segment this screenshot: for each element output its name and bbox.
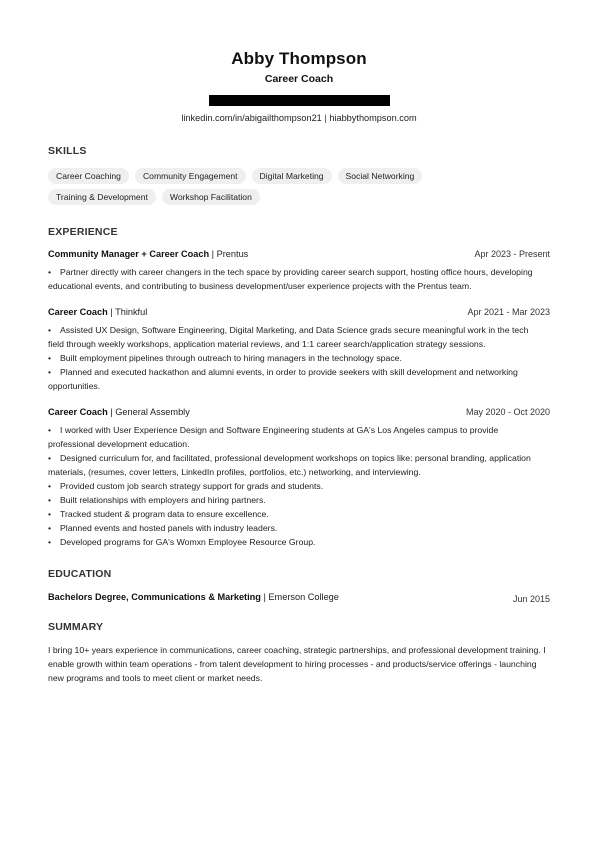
redaction-bar [209,95,390,106]
bullet-item [48,365,546,393]
resume-header [48,0,550,124]
bullet-glyph: • [48,523,52,533]
candidate-name: Abby Thompson [231,49,367,68]
bullet-item [48,323,546,351]
bullet-glyph: • [48,495,52,505]
skill-chip: Social Networking [338,168,423,184]
job-bullets [48,265,546,293]
bullet-item [48,423,546,451]
bullet-glyph: • [48,537,52,547]
job-entry [48,248,550,293]
job-bullets [48,323,546,393]
job-entry [48,306,550,393]
bullet-glyph: • [48,453,52,463]
skills-list [48,168,518,205]
education-entry [48,591,550,603]
job-org: Thinkful [115,307,148,317]
pipe-separator: | [110,407,113,417]
bullet-text: Tracked student & program data to ensure excellence. [60,509,269,519]
bullet-text: Planned and executed hackathon and alumni events, in order to provide seekers with skill development and networking opportunities. [48,367,518,391]
skills-heading: SKILLS [48,145,87,157]
skill-chip: Digital Marketing [252,168,332,184]
bullet-glyph: • [48,267,52,277]
contact-line [48,112,550,124]
degree-name: Bachelors Degree, Communications & Marketing [48,592,261,602]
job-org: General Assembly [115,407,190,417]
contact-separator: | [324,113,327,123]
job-role: Community Manager + Career Coach [48,249,210,259]
education-heading: EDUCATION [48,568,112,580]
job-header [48,406,550,418]
bullet-text: Partner directly with career changers in the tech space by providing career search support, hosting office hours, developing educational events, and contributing to business development/user experience projects with the Prentus team. [48,267,533,291]
bullet-item [48,507,546,521]
bullet-glyph: • [48,425,52,435]
skill-chip: Career Coaching [48,168,129,184]
skill-chip: Community Engagement [135,168,246,184]
job-header [48,306,550,318]
experience-heading: EXPERIENCE [48,226,118,238]
bullet-glyph: • [48,353,52,363]
bullet-text: Provided custom job search strategy support for grads and students. [60,481,324,491]
pipe-separator: | [263,592,266,602]
job-entry [48,406,550,549]
linkedin-link[interactable]: linkedin.com/in/abigailthompson21 [181,113,322,123]
bullet-item [48,265,546,293]
job-dates: May 2020 - Oct 2020 [465,407,550,417]
bullet-item [48,351,546,365]
bullet-item [48,493,546,507]
job-role: Career Coach [48,407,108,417]
summary-text: I bring 10+ years experience in communications, career coaching, strategic partnerships, and professional development training. I enable growth within team operations - from talent development to hiring processes - and products/service offerings - launching new programs and tools to meet client or market needs. [48,645,546,683]
bullet-text: Planned events and hosted panels with industry leaders. [60,523,278,533]
bullet-text: I worked with User Experience Design and Software Engineering students at GA's Los Angeles campus to provide professional development education. [48,425,499,449]
bullet-glyph: • [48,509,52,519]
summary-heading: SUMMARY [48,621,104,633]
job-org: Prentus [216,249,249,259]
bullet-text: Assisted UX Design, Software Engineering, Digital Marketing, and Data Science grads secure meaningful work in the tech field through weekly workshops, application material reviews, and 1:1 career search/application strategy sessions. [48,325,529,349]
pipe-separator: | [211,249,215,259]
bullet-glyph: • [48,481,52,491]
job-role: Career Coach [48,307,108,317]
website-link[interactable]: hiabbythompson.com [329,113,417,123]
job-header [48,248,550,260]
school-name: Emerson College [268,592,339,602]
bullet-item [48,535,546,549]
bullet-text: Built employment pipelines through outreach to hiring managers in the technology space. [60,353,402,363]
bullet-glyph: • [48,325,52,335]
bullet-text: Designed curriculum for, and facilitated, professional development workshops on topics like: personal branding, application materials, (resumes, cover letters, LinkedIn profiles, portfolios, etc.) networking, and interviewing. [48,453,531,477]
education-date: Jun 2015 [512,594,550,604]
pipe-separator: | [110,307,113,317]
job-dates: Apr 2021 - Mar 2023 [467,307,550,317]
job-bullets [48,423,546,549]
bullet-text: Developed programs for GA's Womxn Employee Resource Group. [60,537,316,547]
skill-chip: Workshop Facilitation [162,189,260,205]
bullet-item [48,451,546,479]
candidate-title: Career Coach [264,73,334,85]
bullet-text: Built relationships with employers and hiring partners. [60,495,266,505]
job-dates: Apr 2023 - Present [474,249,550,259]
bullet-item [48,479,546,493]
skill-chip: Training & Development [48,189,156,205]
bullet-glyph: • [48,367,52,377]
bullet-item [48,521,546,535]
